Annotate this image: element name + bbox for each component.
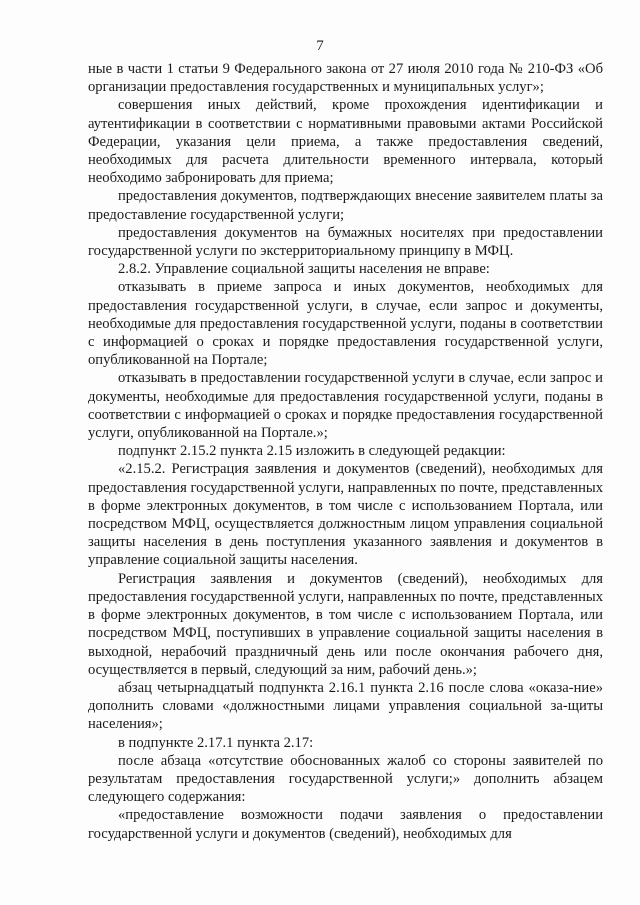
paragraph: отказывать в приеме запроса и иных документов, необходимых для предоставления государственной услуги, в случае, если запрос и документы, необходимые для предоставления государственной услуги, поданы в соответствии с информацией о сроках и порядке предоставления государственной услуги, опубликованной на Портале; (88, 279, 603, 369)
paragraph: ные в части 1 статьи 9 Федерального закона от 27 июля 2010 года № 210-ФЗ «Об организации предоставления государственных и муниципальных услуг»; (88, 61, 603, 96)
paragraph: отказывать в предоставлении государственной услуги в случае, если запрос и документы, необходимые для предоставления государственной услуги, поданы в соответствии с информацией о сроках и порядке предоставления государственной услуги, опубликованной на Портале.»; (88, 370, 603, 442)
paragraph: 2.8.2. Управление социальной защиты населения не вправе: (118, 261, 490, 278)
paragraph: предоставления документов на бумажных носителях при предоставлении государственной услуги по экстерриториальному принципу в МФЦ. (88, 224, 603, 260)
paragraph: «2.15.2. Регистрация заявления и документов (сведений), необходимых для предоставления государственной услуги, направленных по почте, представленных в форме электронных документов, в том числе с использованием Портала, или посредством МФЦ, осуществляется должностным лицом управления социальной защиты населения в день поступления указанного заявления и документов в управление социальной защиты населения. (88, 461, 603, 569)
paragraph: Регистрация заявления и документов (сведений), необходимых для предоставления государственной услуги, направленных по почте, представленных в форме электронных документов, в том числе с использованием Портала, или посредством МФЦ, поступивших в управление социальной защиты населения в выходной, нерабочий праздничный день или после окончания рабочего дня, осуществляется в первый, следующий за ним, рабочий день.»; (88, 570, 603, 678)
paragraph: абзац четырнадцатый подпункта 2.16.1 пункта 2.16 после слова «оказа-ние» дополнить словами «должностными лицами управления социальной за-щиты населения»; (88, 679, 603, 733)
paragraph: «предоставление возможности подачи заявления о предоставлении государственной услуги и документов (сведений), необходимых для (88, 807, 603, 842)
document-body (88, 60, 603, 843)
paragraph: подпункт 2.15.2 пункта 2.15 изложить в следующей редакции: (118, 443, 506, 460)
paragraph: после абзаца «отсутствие обоснованных жалоб со стороны заявителей по результатам предоставления государственной услуги;» дополнить абзацем следующего содержания: (88, 752, 603, 806)
paragraph: в подпункте 2.17.1 пункта 2.17: (118, 734, 314, 751)
paragraph: совершения иных действий, кроме прохождения идентификации и аутентификации в соответствии с нормативными правовыми актами Российской Федерации, указания цели приема, а также предоставления сведений, необходимых для расчета длительности временного интервала, который необходимо забронировать для приема; (88, 97, 603, 187)
page-number: 7 (316, 38, 324, 54)
paragraph: предоставления документов, подтверждающих внесение заявителем платы за предоставление государственной услуги; (88, 188, 603, 223)
